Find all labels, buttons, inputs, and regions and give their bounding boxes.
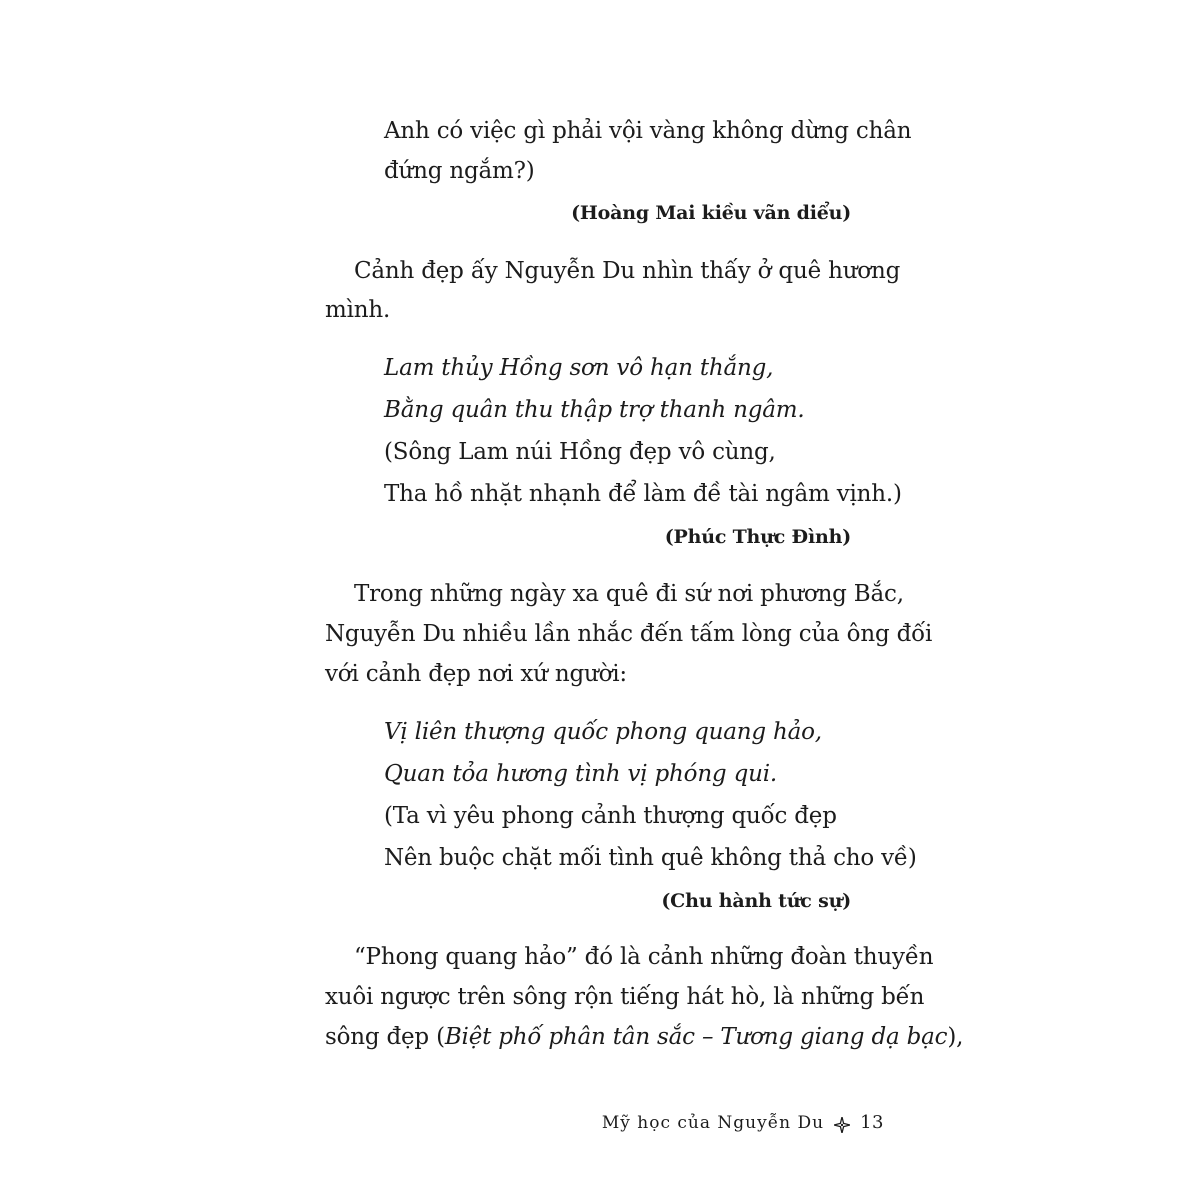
verse3-line2: Quan tỏa hương tình vị phóng qui. [384,761,777,787]
para3-line1: “Phong quang hảo” đó là cảnh những đoàn thuyền [354,944,934,970]
verse3-line3: (Ta vì yêu phong cảnh thượng quốc đẹp [384,803,837,829]
verse2-line3: (Sông Lam núi Hồng đẹp vô cùng, [384,439,776,465]
verse1-line1: Anh có việc gì phải vội vàng không dừng chân [384,118,912,144]
verse3-source: (Chu hành tức sự) [661,890,851,912]
para3-line2: xuôi ngược trên sông rộn tiếng hát hò, là những bến [325,984,925,1010]
running-title: Mỹ học của Nguyễn Du [601,1113,825,1133]
page-number: 13 [860,1112,884,1133]
para3-line3-pre: sông đẹp ( [325,1024,445,1050]
verse2-line2: Bằng quân thu thập trợ thanh ngâm. [384,397,805,423]
para3-line3 [325,1022,963,1052]
four-point-star-icon [834,1115,850,1131]
para1-line1: Cảnh đẹp ấy Nguyễn Du nhìn thấy ở quê hương [354,258,901,284]
verse2-line1: Lam thủy Hồng sơn vô hạn thắng, [384,355,774,381]
para3-line3-post: ), [947,1024,964,1050]
verse2-source: (Phúc Thực Đình) [664,526,851,548]
para3-line3-italic-title: Biệt phố phân tân sắc – Tương giang dạ bạc [444,1024,948,1050]
para1-line2: mình. [325,297,391,323]
para2-line1: Trong những ngày xa quê đi sứ nơi phương Bắc, [354,581,904,607]
para2-line3: với cảnh đẹp nơi xứ người: [325,661,627,687]
para2-line2: Nguyễn Du nhiều lần nhắc đến tấm lòng của ông đối [325,621,933,647]
verse2-line4: Tha hồ nhặt nhạnh để làm đề tài ngâm vịnh.) [384,481,902,507]
page-footer [602,1110,884,1136]
verse1-source: (Hoàng Mai kiều vãn diểu) [571,202,851,224]
verse3-line1: Vị liên thượng quốc phong quang hảo, [384,719,822,745]
verse1-line2: đứng ngắm?) [384,158,535,184]
verse3-line4: Nên buộc chặt mối tình quê không thả cho về) [384,845,917,871]
